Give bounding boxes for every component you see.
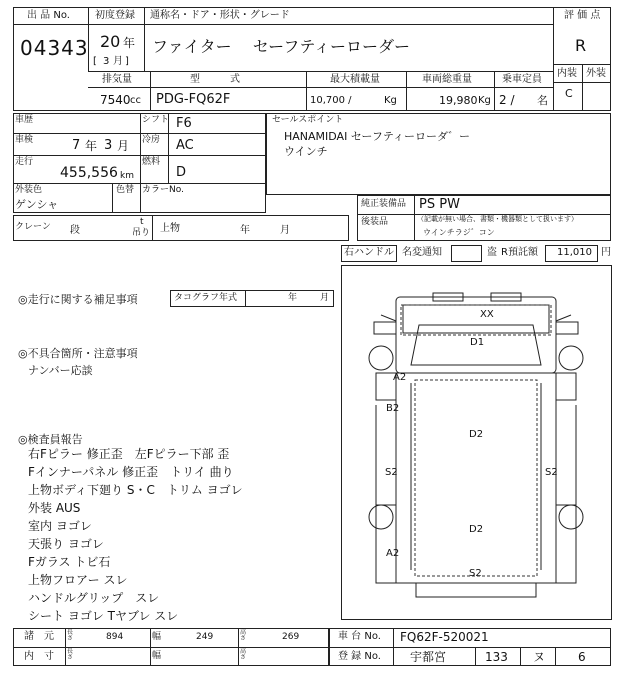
history-label: 車歴 (15, 115, 34, 125)
first-reg-year: 20 (100, 32, 121, 51)
inspector-line-10: シート ヨゴレ Tヤブレ スレ (28, 609, 179, 623)
mark-d1-windshield: D1 (470, 337, 485, 348)
defect-line-1: ナンバー応談 (28, 364, 93, 377)
shift-value: F6 (176, 116, 192, 131)
inner-height-label: 高さ (240, 648, 247, 662)
crane-ton-unit-top: t (140, 217, 144, 227)
mark-d2-bed-rear: D2 (469, 524, 484, 535)
shift-label: シフト (142, 115, 170, 125)
tachograph-year-unit: 年 (288, 293, 298, 303)
ac-label: 冷房 (142, 135, 161, 145)
inspection-label: 車検 (15, 135, 34, 145)
inspector-report-label: ◎検査員報告 (18, 433, 83, 446)
dimensions-label: 諸 元 (24, 631, 54, 642)
interior-grade-label: 内装 (557, 68, 577, 79)
height-value: 269 (282, 632, 300, 642)
inspector-line-6: 天張り ヨゴレ (28, 537, 104, 551)
registration-number: 6 (578, 650, 586, 664)
displacement-label: 排気量 (102, 74, 132, 85)
mark-a2-rear-left: A2 (386, 548, 400, 559)
crane-ton-unit: 吊り (132, 228, 151, 238)
displacement-unit: cc (130, 95, 141, 106)
crane-stage-unit: 段 (70, 225, 80, 236)
inner-length-label: 長さ (67, 648, 74, 662)
registration-label: 登 録 No. (338, 651, 381, 662)
mark-s2-left-side: S2 (385, 467, 398, 478)
interior-grade: C (565, 87, 573, 100)
inspection-year: 7 (72, 138, 81, 153)
steering-value: 右ハンドル (344, 247, 394, 258)
sales-point-line-1: HANAMIDAI セーフティーローダ゛ー (284, 130, 470, 143)
name-change-box (451, 245, 482, 262)
mark-d2-bed-front: D2 (469, 429, 484, 440)
truck-diagram (341, 265, 612, 620)
lot-no-label: 出 品 No. (27, 10, 70, 21)
registration-class: 133 (485, 650, 508, 664)
name-change-label: 名変通知 (402, 247, 442, 258)
gross-weight-unit: Kg (478, 95, 491, 106)
mileage-label: 走行 (15, 157, 34, 167)
inspection-month-unit: 月 (117, 139, 130, 153)
mark-b2-left-pillar: B2 (386, 403, 400, 414)
inspector-line-3: 上物ボディ下廻り S・C トリム ヨゴレ (28, 483, 243, 497)
bed-month-unit: 月 (280, 225, 290, 236)
mark-s2-tailgate: S2 (469, 568, 482, 579)
recycle-label: R預託額 (501, 247, 538, 258)
inspection-year-unit: 年 (85, 139, 98, 153)
aftermarket-note: （記載が無い場合、書類・機器類として扱います） (417, 215, 578, 223)
theft-flag: 盗 (487, 247, 497, 258)
inspector-line-5: 室内 ヨゴレ (28, 519, 92, 533)
width-label: 幅 (152, 632, 162, 642)
inspector-line-1: 右Fピラー 修正歪 左Fピラー下部 歪 (28, 447, 230, 461)
seats-label: 乗車定員 (502, 74, 542, 85)
model-code-value: PDG-FQ62F (156, 92, 231, 107)
genuine-equipment-items: PS PW (419, 197, 460, 212)
recycle-value: 11,010 (557, 247, 592, 258)
exterior-grade-label: 外装 (586, 68, 606, 79)
mileage-value: 455,556 (60, 165, 118, 181)
lot-number: 04343 (20, 36, 89, 60)
tachograph-label: タコグラフ年式 (174, 293, 238, 303)
inspection-month: 3 (104, 138, 113, 153)
inspector-line-4: 外装 AUS (28, 501, 81, 515)
month-unit: 月 (113, 56, 123, 67)
sales-point-line-2: ウインチ (284, 145, 328, 158)
ext-color-value: ゲンシャ (15, 198, 59, 211)
model-code-label: 型 式 (190, 74, 240, 85)
color-no-label: カラーNo. (142, 185, 184, 195)
inner-width-label: 幅 (152, 651, 162, 661)
overall-grade: R (575, 36, 587, 55)
mark-xx-cab-roof: XX (480, 309, 494, 320)
mark-s2-right-side: S2 (545, 467, 558, 478)
defects-label: ◎不具合箇所・注意事項 (18, 347, 138, 360)
capacity-value: 10,700 / (310, 95, 352, 106)
bed-year-unit: 年 (240, 225, 250, 236)
driving-remarks-label: ◎走行に関する補足事項 (18, 293, 138, 306)
genuine-equipment-label: 純正装備品 (361, 199, 407, 209)
color-change-label: 色替 (116, 185, 135, 195)
first-registration-label: 初度登録 (95, 10, 135, 21)
seats-value: 2 / (499, 93, 515, 107)
month-bracket-close: ] (125, 56, 129, 67)
crane-row (13, 215, 349, 241)
fuel-label: 燃料 (142, 157, 161, 167)
ext-color-label: 外装色 (15, 185, 43, 195)
capacity-unit: Kg (384, 95, 397, 106)
capacity-label: 最大積載量 (330, 74, 380, 85)
bed-label: 上物 (160, 223, 180, 234)
tachograph-month-unit: 月 (320, 293, 330, 303)
ac-value: AC (176, 138, 194, 153)
model-name-label: 通称名・ドア・形状・グレード (150, 10, 290, 21)
mark-a2-front-left: A2 (393, 372, 407, 383)
year-unit: 年 (123, 36, 136, 50)
fuel-value: D (176, 165, 187, 180)
chassis-value: FQ62F-520021 (400, 630, 489, 644)
registration-region: 宇都宮 (410, 650, 447, 664)
first-reg-month: 3 (103, 56, 110, 67)
mileage-unit: km (120, 171, 134, 181)
seats-unit: 名 (537, 94, 548, 107)
aftermarket-label: 後装品 (361, 217, 389, 227)
width-value: 249 (196, 632, 214, 642)
month-bracket-open: [ (93, 56, 97, 67)
model-name: ファイター セーフティーローダー (152, 37, 411, 56)
registration-kana: ヌ (533, 650, 546, 664)
inspector-line-8: 上物フロアー スレ (28, 573, 128, 587)
gross-weight-value: 19,980 (439, 94, 478, 107)
crane-label: クレーン (15, 222, 51, 232)
grade-label: 評 価 点 (564, 10, 601, 21)
sales-point-label: セールスポイント (272, 115, 344, 125)
inner-dimensions-label: 内 寸 (24, 651, 54, 662)
inspector-line-2: Fインナーパネル 修正歪 トリイ 曲り (28, 465, 234, 479)
recycle-unit: 円 (601, 247, 611, 258)
length-label: 長さ (67, 629, 74, 643)
inspector-line-7: Fガラス トビ石 (28, 555, 111, 569)
inspector-line-9: ハンドルグリップ スレ (28, 591, 160, 605)
gross-weight-label: 車両総重量 (422, 74, 472, 85)
displacement-value: 7540 (100, 93, 131, 107)
chassis-label: 車 台 No. (338, 631, 381, 642)
height-label: 高さ (240, 629, 247, 643)
length-value: 894 (106, 632, 124, 642)
aftermarket-items: ウインチラジ゛コン (423, 228, 495, 237)
